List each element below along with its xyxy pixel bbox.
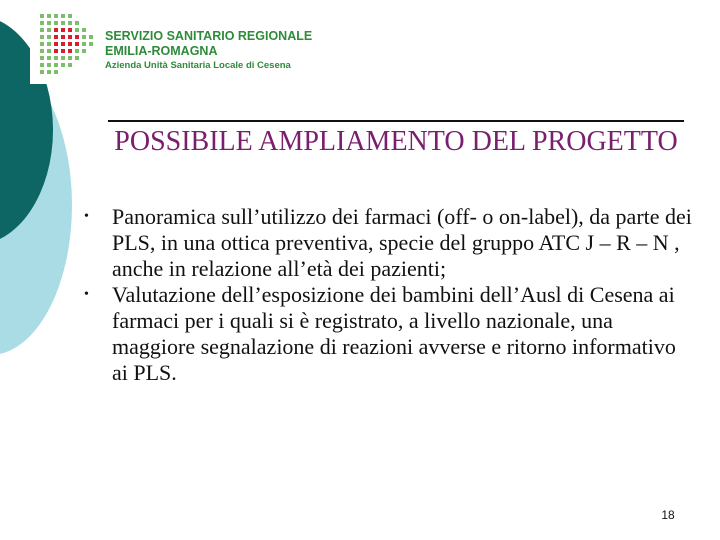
bullet-item-1 [84,204,694,282]
bullet-icon: • [84,209,89,224]
bullet-text-2: Valutazione dell’esposizione dei bambini dell’Ausl di Cesena ai farmaci per i quali si è registrato, a livello nazionale, una maggiore segnalazione di reazioni avverse e ritorno informativo ai PLS. [112,282,676,385]
bullet-text-1: Panoramica sull’utilizzo dei farmaci (off- o on-label), da parte dei PLS, in una ottica preventiva, specie del gruppo ATC J – R – N , anche in relazione all’età dei pazienti; [112,204,692,281]
logo-line-3: Azienda Unità Sanitaria Locale di Cesena [105,60,291,71]
bullet-list [84,204,694,386]
slide-title: POSSIBILE AMPLIAMENTO DEL PROGETTO [114,126,678,157]
logo-text [105,29,312,73]
logo-dot-grid-icon [38,12,98,82]
title-divider [108,120,684,122]
page-number: 18 [661,508,675,522]
organization-logo [30,4,313,84]
logo-line-1: SERVIZIO SANITARIO REGIONALE [105,29,313,43]
bullet-item-2 [84,282,694,386]
logo-line-2: EMILIA-ROMAGNA [105,44,218,58]
bullet-icon: • [84,287,89,302]
